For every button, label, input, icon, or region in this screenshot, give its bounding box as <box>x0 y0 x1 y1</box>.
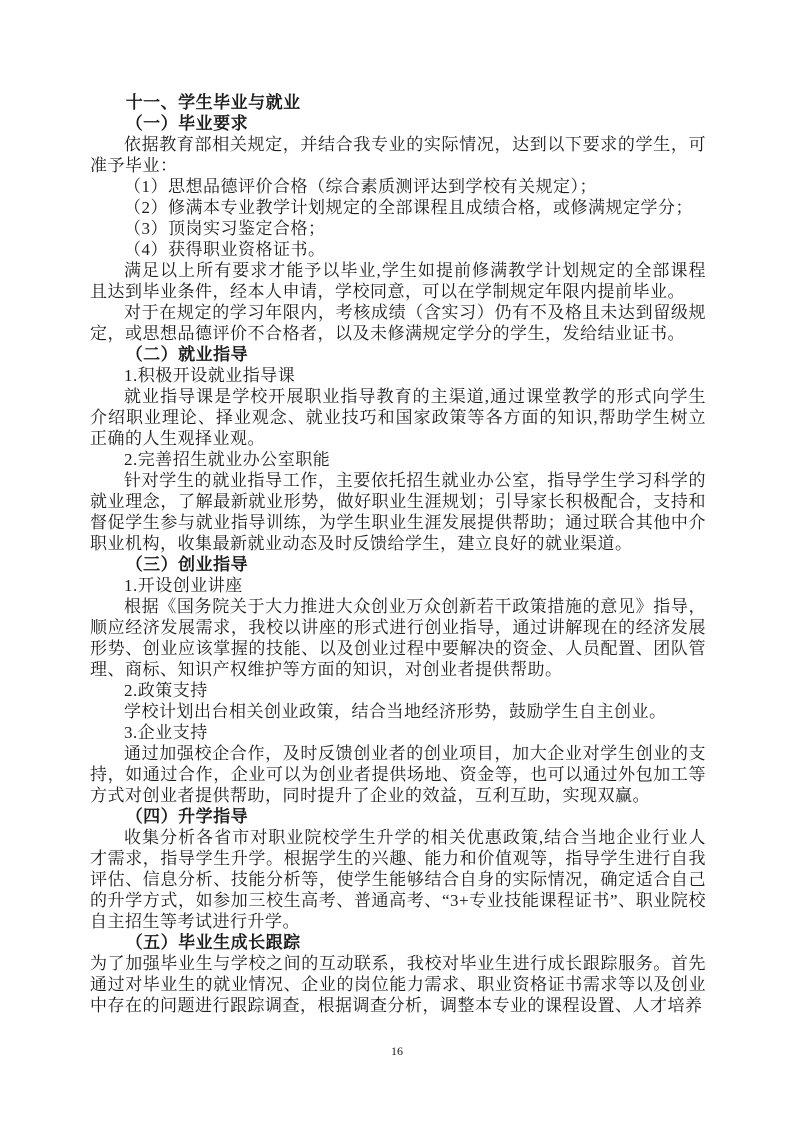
page-number: 16 <box>391 1044 403 1058</box>
paragraph: 针对学生的就业指导工作，主要依托招生就业办公室，指导学生学习科学的就业理念，了解最新就业形势，做好职业生涯规划；引导家长积极配合，支持和督促学生参与就业指导训练，为学生职业生涯发展提供帮助；通过联合其他中介职业机构，收集最新就业动态及时反馈给学生，建立良好的就业渠道。 <box>90 471 706 553</box>
paragraph: 根据《国务院关于大力推进大众创业万众创新若干政策措施的意见》指导，顺应经济发展需求，我校以讲座的形式进行创业指导，通过讲解现在的经济发展形势、创业应该掌握的技能、以及创业过程中要解决的资金、人员配置、团队管理、商标、知识产权维护等方面的知识，对创业者提供帮助。 <box>90 597 706 679</box>
paragraph: 学校计划出台相关创业政策，结合当地经济形势，鼓励学生自主创业。 <box>124 702 667 721</box>
paragraph: 就业指导课是学校开展职业指导教育的主渠道,通过课堂教学的形式向学生介绍职业理论、择业观念、就业技巧和国家政策等各方面的知识,帮助学生树立正确的人生观择业观。 <box>90 387 706 448</box>
numbered-subheading: 2.政策支持 <box>124 681 208 700</box>
numbered-subheading: 1.积极开设就业指导课 <box>124 366 296 385</box>
document-body <box>90 92 706 1016</box>
paragraph: 满足以上所有要求才能予以毕业,学生如提前修满教学计划规定的全部课程且达到毕业条件，经本人申请，学校同意，可以在学制规定年限内提前毕业。 <box>90 261 706 301</box>
paragraph: 通过加强校企合作，及时反馈创业者的创业项目，加大企业对学生创业的支持，如通过合作，企业可以为创业者提供场地、资金等，也可以通过外包加工等方式对创业者提供帮助，同时提升了企业的效益，互利互助，实现双赢。 <box>90 744 706 805</box>
paragraph: 收集分析各省市对职业院校学生升学的相关优惠政策,结合当地企业行业人才需求，指导学生升学。根据学生的兴趣、能力和价值观等，指导学生进行自我评估、信息分析、技能分析等，使学生能够结合自身的实际情况，确定适合自己的升学方式，如参加三校生高考、普通高考、“3+专业技能课程证书”、职业院校自主招生等考试进行升学。 <box>90 828 706 931</box>
list-item-2: （2）修满本专业教学计划规定的全部课程且成绩合格，或修满规定学分； <box>124 198 693 217</box>
paragraph: 对于在规定的学习年限内，考核成绩（含实习）仍有不及格且未达到留级规定，或思想品德评价不合格者，以及未修满规定学分的学生，发给结业证书。 <box>90 303 706 343</box>
paragraph: 依据教育部相关规定，并结合我专业的实际情况，达到以下要求的学生，可准予毕业： <box>90 135 706 175</box>
numbered-subheading: 1.开设创业讲座 <box>124 576 243 595</box>
section-heading-11: 十一、学生毕业与就业 <box>125 93 301 112</box>
subsection-heading-2: （二）就业指导 <box>125 345 249 364</box>
numbered-subheading: 3.企业支持 <box>124 723 208 742</box>
list-item-1: （1）思想品德评价合格（综合素质测评达到学校有关规定）； <box>124 177 597 196</box>
subsection-heading-4: （四）升学指导 <box>125 807 249 826</box>
subsection-heading-3: （三）创业指导 <box>125 555 249 574</box>
numbered-subheading: 2.完善招生就业办公室职能 <box>124 450 331 469</box>
subsection-heading-5: （五）毕业生成长跟踪 <box>125 933 301 952</box>
subsection-heading-1: （一）毕业要求 <box>125 114 249 133</box>
list-item-3: （3）顶岗实习鉴定合格； <box>124 219 326 238</box>
paragraph: 为了加强毕业生与学校之间的互动联系，我校对毕业生进行成长跟踪服务。首先通过对毕业生的就业情况、企业的岗位能力需求、职业资格证书需求等以及创业中存在的问题进行跟踪调查，根据调查分析，调整本专业的课程设置、人才培养 <box>90 954 706 1015</box>
list-item-4: （4）获得职业资格证书。 <box>124 240 326 259</box>
